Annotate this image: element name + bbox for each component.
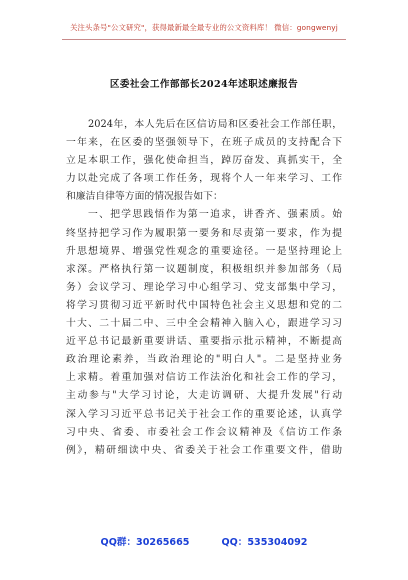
body-line: 上求精。着重加强对信访工作法治化和社会工作的学习， <box>66 372 342 384</box>
body-line: 和廉洁自律等方面的情况报告如下： <box>66 191 223 203</box>
body-line: 主动参与"大学习讨论，大走访调研、大提升发展"行动 <box>66 390 342 402</box>
body-line: 深入学习习近平总书记关于社会工作的重要论述，认真学 <box>66 408 342 420</box>
header-divider <box>62 39 346 40</box>
body-line: 习中央、省委、市委社会工作会议精神及《信访工作条 <box>66 426 342 438</box>
body-line: 2024年，本人先后在区信访局和区委社会工作部任职， <box>88 119 342 130</box>
body-line: 升思想境界、增强党性观念的重要途径。一是坚持理论上 <box>66 245 342 257</box>
body-line: 力以赴完成了各项工作任务，现将个人一年来学习、工作 <box>66 173 342 185</box>
footer-qq: QQ：535304092 <box>221 537 308 548</box>
body-line: 十大、二十届二中、三中全会精神入脑入心，跟进学习习 <box>66 318 342 330</box>
body-line: 将学习贯彻习近平新时代中国特色社会主义思想和党的二 <box>66 299 342 311</box>
body-line: 政治理论素养，当政治理论的"明白人"。二是坚持业务 <box>66 354 342 366</box>
body-line: 例》，精研细读中央、省委关于社会工作重要文件，借助 <box>66 444 342 456</box>
body-line: 务）会议学习、理论学习中心组学习、党支部集中学习， <box>66 281 342 293</box>
document-body <box>66 116 342 460</box>
body-line: 立足本职工作，强化使命担当，踔厉奋发、真抓实干，全 <box>66 155 342 167</box>
footer-contact <box>0 534 408 548</box>
body-line: 求深。严格执行第一议题制度，积极组织并参加部务（局 <box>66 263 342 275</box>
body-line: 近平总书记最新重要讲话、重要指示批示精神，不断提高 <box>66 336 342 348</box>
header-note: 关注头条号"公文研究"，获得最新最全最专业的公文资料库！ 微信：gongwenyj <box>70 23 338 32</box>
footer-qq-group: QQ群：30265665 <box>100 537 190 548</box>
document-title: 区委社会工作部部长2024年述职述廉报告 <box>109 79 299 90</box>
body-line: 一、把学思践悟作为第一追求，讲香齐、强素质。始 <box>88 209 342 221</box>
body-line: 终坚持把学习作为履职第一要务和尽责第一要求，作为提 <box>66 227 342 239</box>
body-line: 一年来，在区委的坚强领导下，在班子成员的支持配合下 <box>66 137 342 149</box>
